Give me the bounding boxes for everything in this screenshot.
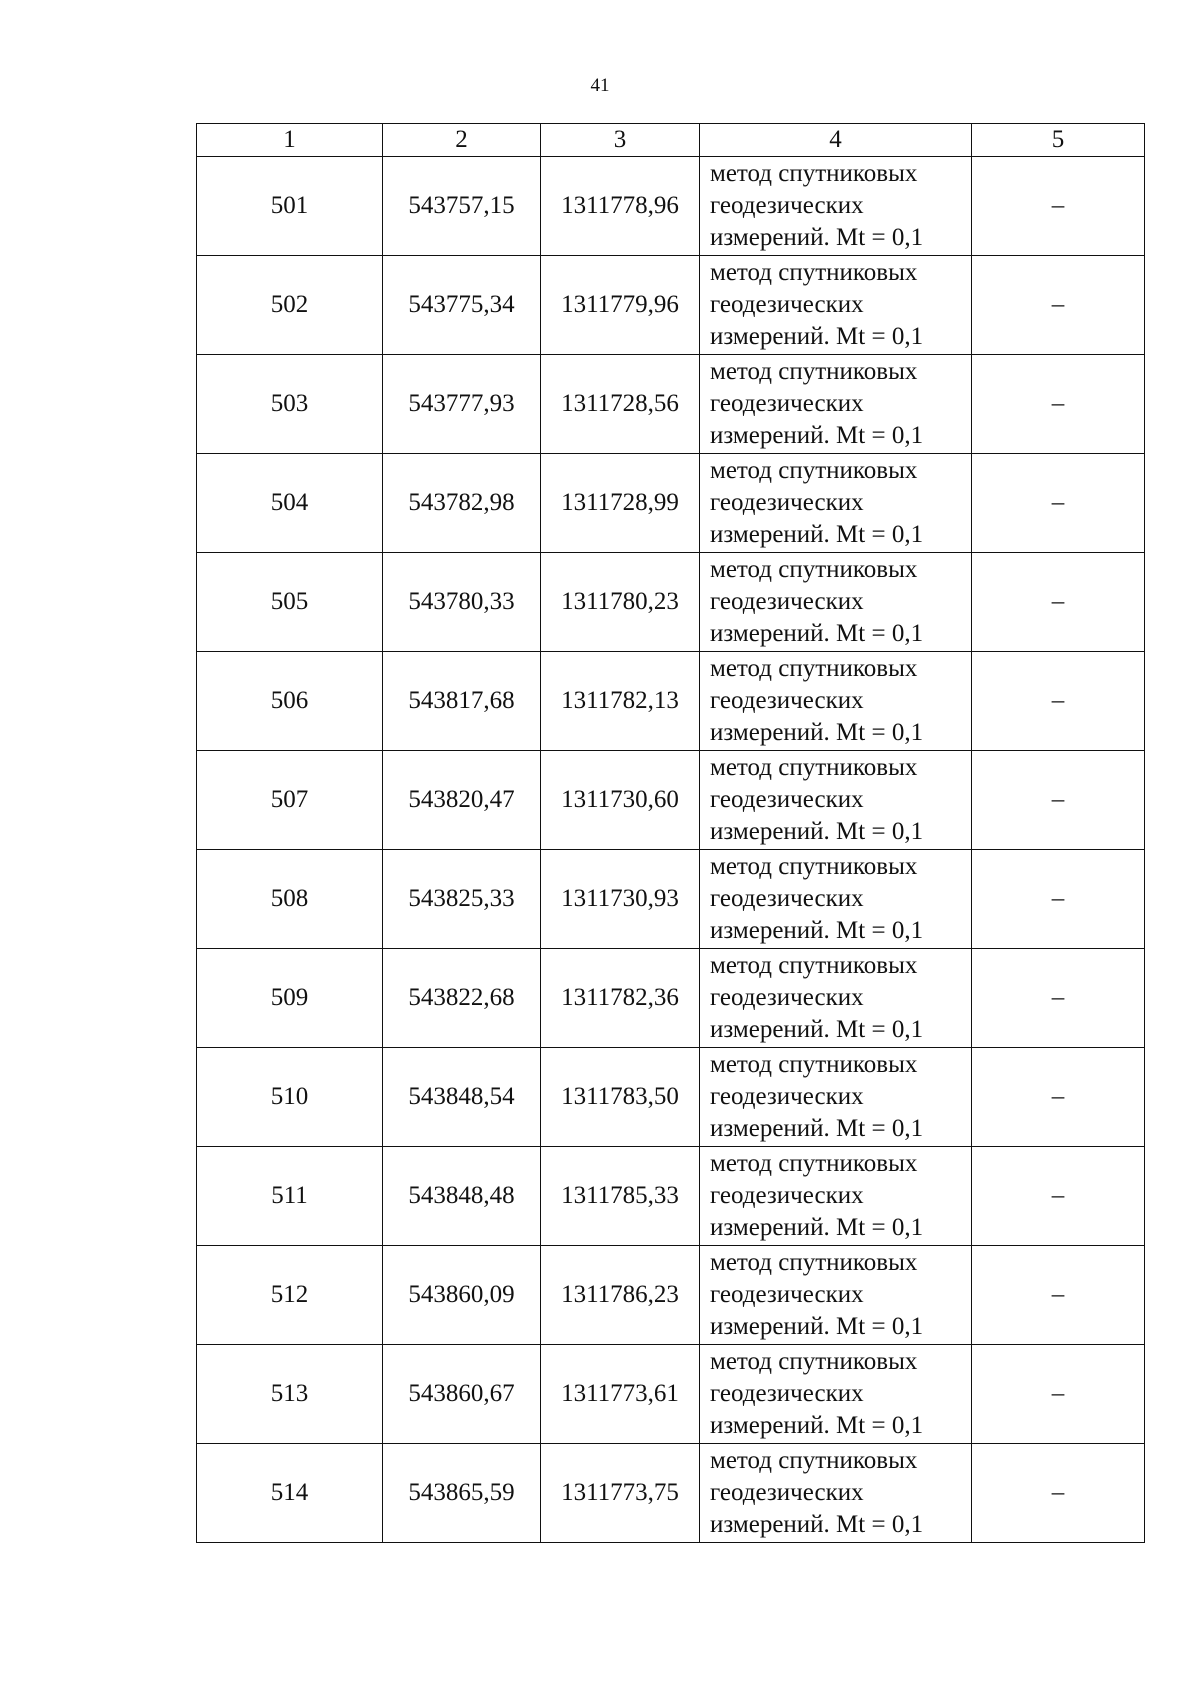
- table-row: [197, 256, 1145, 355]
- method-cell: [700, 157, 972, 256]
- table-row: [197, 355, 1145, 454]
- method-line: измерений. Mt = 0,1: [710, 620, 924, 647]
- y-coordinate-cell: 1311730,60: [541, 751, 700, 850]
- method-line: метод спутниковых: [710, 556, 918, 583]
- page-number: 41: [590, 75, 610, 96]
- x-coordinate-cell: 543775,34: [383, 256, 541, 355]
- method-line: метод спутниковых: [710, 1348, 918, 1375]
- method-cell: [700, 355, 972, 454]
- method-line: измерений. Mt = 0,1: [710, 719, 924, 746]
- point-number-cell: 509: [197, 949, 383, 1048]
- point-number-cell: 507: [197, 751, 383, 850]
- method-line: метод спутниковых: [710, 457, 918, 484]
- y-coordinate-cell: 1311782,36: [541, 949, 700, 1048]
- header-col-1: 1: [197, 124, 383, 157]
- point-number-cell: 508: [197, 850, 383, 949]
- method-line: метод спутниковых: [710, 160, 918, 187]
- method-cell: [700, 652, 972, 751]
- note-cell: –: [972, 751, 1145, 850]
- y-coordinate-cell: 1311773,75: [541, 1444, 700, 1543]
- method-line: геодезических: [710, 291, 864, 318]
- point-number-cell: 512: [197, 1246, 383, 1345]
- y-coordinate-cell: 1311785,33: [541, 1147, 700, 1246]
- table-row: [197, 1444, 1145, 1543]
- method-line: измерений. Mt = 0,1: [710, 1016, 924, 1043]
- method-cell: [700, 1147, 972, 1246]
- method-line: измерений. Mt = 0,1: [710, 1313, 924, 1340]
- table-row: [197, 652, 1145, 751]
- method-line: геодезических: [710, 1182, 864, 1209]
- method-line: геодезических: [710, 390, 864, 417]
- table-row: [197, 1147, 1145, 1246]
- note-cell: –: [972, 1345, 1145, 1444]
- method-line: геодезических: [710, 1479, 864, 1506]
- method-line: измерений. Mt = 0,1: [710, 1214, 924, 1241]
- x-coordinate-cell: 543757,15: [383, 157, 541, 256]
- point-number-cell: 503: [197, 355, 383, 454]
- note-cell: –: [972, 256, 1145, 355]
- table-row: [197, 454, 1145, 553]
- method-line: метод спутниковых: [710, 358, 918, 385]
- note-cell: –: [972, 355, 1145, 454]
- table-row: [197, 1345, 1145, 1444]
- coordinates-table: [196, 123, 1145, 1543]
- x-coordinate-cell: 543780,33: [383, 553, 541, 652]
- note-cell: –: [972, 850, 1145, 949]
- note-cell: –: [972, 1246, 1145, 1345]
- method-line: измерений. Mt = 0,1: [710, 917, 924, 944]
- method-line: метод спутниковых: [710, 754, 918, 781]
- note-cell: –: [972, 454, 1145, 553]
- method-line: измерений. Mt = 0,1: [710, 1511, 924, 1538]
- table-row: [197, 1246, 1145, 1345]
- method-cell: [700, 454, 972, 553]
- method-line: геодезических: [710, 885, 864, 912]
- table-row: [197, 553, 1145, 652]
- method-line: метод спутниковых: [710, 853, 918, 880]
- note-cell: –: [972, 1048, 1145, 1147]
- method-cell: [700, 850, 972, 949]
- point-number-cell: 506: [197, 652, 383, 751]
- note-cell: –: [972, 949, 1145, 1048]
- header-col-4: 4: [700, 124, 972, 157]
- x-coordinate-cell: 543777,93: [383, 355, 541, 454]
- method-cell: [700, 1444, 972, 1543]
- y-coordinate-cell: 1311778,96: [541, 157, 700, 256]
- method-line: геодезических: [710, 687, 864, 714]
- method-line: метод спутниковых: [710, 259, 918, 286]
- point-number-cell: 502: [197, 256, 383, 355]
- table-row: [197, 850, 1145, 949]
- method-line: метод спутниковых: [710, 1447, 918, 1474]
- x-coordinate-cell: 543822,68: [383, 949, 541, 1048]
- method-line: геодезических: [710, 786, 864, 813]
- y-coordinate-cell: 1311782,13: [541, 652, 700, 751]
- point-number-cell: 504: [197, 454, 383, 553]
- method-line: геодезических: [710, 1281, 864, 1308]
- y-coordinate-cell: 1311779,96: [541, 256, 700, 355]
- x-coordinate-cell: 543782,98: [383, 454, 541, 553]
- note-cell: –: [972, 1444, 1145, 1543]
- note-cell: –: [972, 157, 1145, 256]
- point-number-cell: 513: [197, 1345, 383, 1444]
- y-coordinate-cell: 1311786,23: [541, 1246, 700, 1345]
- y-coordinate-cell: 1311773,61: [541, 1345, 700, 1444]
- x-coordinate-cell: 543825,33: [383, 850, 541, 949]
- method-line: геодезических: [710, 1083, 864, 1110]
- x-coordinate-cell: 543865,59: [383, 1444, 541, 1543]
- method-line: метод спутниковых: [710, 1051, 918, 1078]
- table-row: [197, 949, 1145, 1048]
- method-cell: [700, 949, 972, 1048]
- table-row: [197, 157, 1145, 256]
- x-coordinate-cell: 543817,68: [383, 652, 541, 751]
- method-cell: [700, 751, 972, 850]
- y-coordinate-cell: 1311783,50: [541, 1048, 700, 1147]
- method-cell: [700, 553, 972, 652]
- method-line: измерений. Mt = 0,1: [710, 224, 924, 251]
- method-line: измерений. Mt = 0,1: [710, 1412, 924, 1439]
- header-col-2: 2: [383, 124, 541, 157]
- method-line: геодезических: [710, 192, 864, 219]
- table-body: [197, 157, 1145, 1543]
- method-line: геодезических: [710, 1380, 864, 1407]
- method-line: геодезических: [710, 984, 864, 1011]
- method-line: метод спутниковых: [710, 1249, 918, 1276]
- method-line: геодезических: [710, 489, 864, 516]
- method-line: измерений. Mt = 0,1: [710, 521, 924, 548]
- point-number-cell: 514: [197, 1444, 383, 1543]
- method-line: измерений. Mt = 0,1: [710, 323, 924, 350]
- x-coordinate-cell: 543820,47: [383, 751, 541, 850]
- y-coordinate-cell: 1311780,23: [541, 553, 700, 652]
- x-coordinate-cell: 543848,48: [383, 1147, 541, 1246]
- point-number-cell: 511: [197, 1147, 383, 1246]
- header-col-5: 5: [972, 124, 1145, 157]
- y-coordinate-cell: 1311730,93: [541, 850, 700, 949]
- x-coordinate-cell: 543860,67: [383, 1345, 541, 1444]
- table-row: [197, 751, 1145, 850]
- table-row: [197, 1048, 1145, 1147]
- method-cell: [700, 256, 972, 355]
- method-line: геодезических: [710, 588, 864, 615]
- y-coordinate-cell: 1311728,99: [541, 454, 700, 553]
- method-line: измерений. Mt = 0,1: [710, 422, 924, 449]
- point-number-cell: 505: [197, 553, 383, 652]
- method-line: измерений. Mt = 0,1: [710, 1115, 924, 1142]
- table-header-row: [197, 124, 1145, 157]
- x-coordinate-cell: 543848,54: [383, 1048, 541, 1147]
- x-coordinate-cell: 543860,09: [383, 1246, 541, 1345]
- point-number-cell: 510: [197, 1048, 383, 1147]
- method-cell: [700, 1048, 972, 1147]
- method-line: метод спутниковых: [710, 655, 918, 682]
- method-line: измерений. Mt = 0,1: [710, 818, 924, 845]
- note-cell: –: [972, 652, 1145, 751]
- header-col-3: 3: [541, 124, 700, 157]
- point-number-cell: 501: [197, 157, 383, 256]
- note-cell: –: [972, 1147, 1145, 1246]
- method-cell: [700, 1246, 972, 1345]
- note-cell: –: [972, 553, 1145, 652]
- y-coordinate-cell: 1311728,56: [541, 355, 700, 454]
- method-line: метод спутниковых: [710, 1150, 918, 1177]
- method-cell: [700, 1345, 972, 1444]
- method-line: метод спутниковых: [710, 952, 918, 979]
